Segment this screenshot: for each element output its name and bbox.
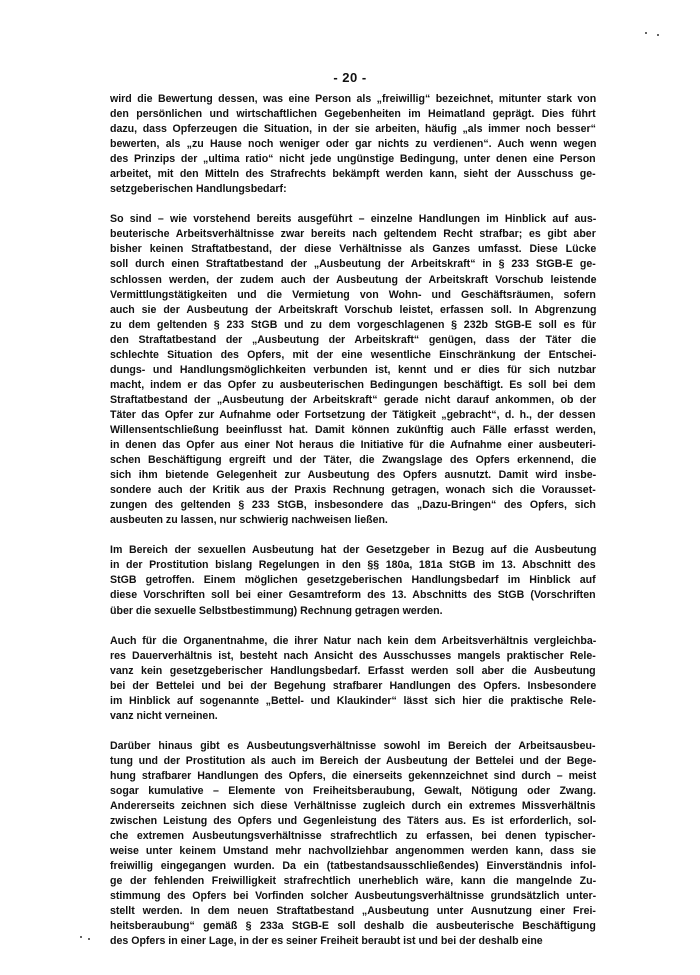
text-line: weise unter keinem Umstand mehr nachvollziehbar angenommen werden kann, dass sie <box>110 845 597 858</box>
text-line: Darüber hinaus gibt es Ausbeutungsverhältnisse sowohl im Bereich der Arbeitsausbeu- <box>110 739 596 752</box>
text-line: bewerten, als „zu Hause noch weniger oder gar nichts zu verdienen“. Auch wenn wegen <box>110 138 597 151</box>
text-line: StGB getroffen. Einem möglichen gesetzgeberischen Handlungsbedarf im Hinblick auf <box>110 574 596 587</box>
text-line: dazu, dass Opferzeugen die Situation, in der sie arbeiten, häufig „als immer noch besser“ <box>110 123 596 136</box>
text-line: che extremen Ausbeutungsverhältnisse strafrechtlich zu erfassen, bei denen typischer- <box>110 830 596 843</box>
text-line: macht, indem er das Opfer zu ausbeuterischen Bedingungen beschäftigt. Es soll bei dem <box>110 378 596 391</box>
text-line: des Opfers in einer Lage, in der es seiner Freiheit beraubt ist und bei der deshalb eine <box>110 935 543 948</box>
text-line: res Dauerverhältnis ist, besteht nach Ansicht des Ausschusses mangels praktischer Rele- <box>110 649 596 662</box>
text-line: vanz nicht verneinen. <box>110 709 218 722</box>
text-line: bei der Bettelei und bei der Begehung strafbarer Handlungen des Opfers. Insbesondere <box>110 679 597 692</box>
scan-speck <box>657 34 659 36</box>
text-line: ausbeuten zu lassen, nur schwierig nachweisen ließen. <box>110 514 388 527</box>
page-number: - 20 - <box>333 70 367 85</box>
text-line: arbeitet, mit den Mitteln des Strafrechts bekämpft werden kann, sieht der Ausschuss ge- <box>110 168 596 181</box>
text-line: Willensentschließung beeinflusst hat. Damit können zukünftig auch Fälle erfasst werden, <box>110 423 596 436</box>
text-line: sogar kumulative – Elemente von Freiheitsberaubung, Gewalt, Nötigung oder Zwang. <box>110 784 596 797</box>
text-line: in der Prostitution bislang Regelungen in den §§ 180a, 181a StGB im 13. Abschnitt des <box>110 559 596 572</box>
paragraph <box>110 634 596 724</box>
text-line: den Straftatbestand der „Ausbeutung der Arbeitskraft“ genügen, dass der Täter die <box>110 333 597 346</box>
text-line: im Hinblick auf sogenannte „Bettel- und Klaukinder“ lässt sich hier die praktische Rele- <box>110 694 596 707</box>
paragraph <box>110 543 596 618</box>
text-line: setzgeberischen Handlungsbedarf: <box>110 183 287 196</box>
text-line: beuterische Arbeitsverhältnisse zwar bereits nach geltendem Recht strafbar; es gibt aber <box>110 228 596 241</box>
body-text <box>110 92 596 964</box>
text-line: stimmung des Opfers bei Vorfinden solcher Ausbeutungsverhältnisse grundsätzlich unter- <box>110 890 597 903</box>
text-line: wird die Bewertung dessen, was eine Person als „freiwillig“ bezeichnet, mitunter stark von <box>110 93 597 105</box>
scan-speck <box>80 936 82 938</box>
paragraph <box>110 739 596 950</box>
text-line: schlechte Situation des Opfers, mit der eine wesentliche Einschränkung der Entschei- <box>110 348 597 361</box>
text-line: hung strafbarer Handlungen des Opfers, die einerseits gekennzeichnet sind durch – meist <box>110 769 597 782</box>
text-line: schen Beschäftigung ergreift und der Täter, die Zwangslage des Opfers erkennend, die <box>110 454 597 467</box>
text-line: Andererseits zeichnen sich diese Verhältnisse zugleich durch ein extremes Missverhältnis <box>110 800 596 813</box>
text-line: auch sie der Ausbeutung der Arbeitskraft Vorschub leistet, erfassen soll. In Abgrenzung <box>110 303 597 316</box>
text-line: dungs- und Handlungsmöglichkeiten verbunden ist, kennt und er dies für sich nutzbar <box>110 363 596 376</box>
text-line: vanz kein gesetzgeberischer Handlungsbedarf. Erfasst werden soll aber die Ausbeutung <box>110 664 596 677</box>
text-line: sondere auch der Kritik aus der Praxis Rechnung getragen, wonach sich die Vorausset- <box>110 484 596 497</box>
text-line: über die sexuelle Selbstbestimmung) Rechnung getragen werden. <box>110 604 443 617</box>
paragraph <box>110 212 596 528</box>
text-line: freiwillig eingegangen wurden. Da ein (tatbestandsausschließendes) Einverständnis infol- <box>110 860 597 873</box>
text-line: So sind – wie vorstehend bereits ausgeführt – einzelne Handlungen im Hinblick auf aus- <box>110 213 597 226</box>
text-line: zungen des geltenden § 233 StGB, insbesondere das „Dazu-Bringen“ des Opfers, sich <box>110 499 596 512</box>
text-line: heitsberaubung“ gemäß § 233a StGB-E soll deshalb die ausbeuterische Beschäftigung <box>110 920 596 933</box>
text-line: Täter das Opfer zur Aufnahme oder Fortsetzung der Tätigkeit „gebracht“, d. h., der dessen <box>110 408 596 421</box>
scan-speck <box>645 32 647 34</box>
text-line: zu dem geltenden § 233 StGB und zu dem vorgeschlagenen § 232b StGB-E soll es für <box>110 318 597 331</box>
text-line: zwischen Leistung des Opfers und Gegenleistung des Täters aus. Es ist erforderlich, sol- <box>110 815 597 828</box>
text-line: sich ihm bietende Gelegenheit zur Ausbeutung des Opfers ausnutzt. Damit wird insbe- <box>110 469 597 482</box>
text-line: diese Vorschriften soll bei einer Gesamtreform des 13. Abschnitts des StGB (Vorschriften <box>110 589 596 602</box>
text-line: Straftatbestand der „Ausbeutung der Arbeitskraft“ gerade nicht darauf ankommen, ob der <box>110 393 597 406</box>
text-line: Im Bereich der sexuellen Ausbeutung hat der Gesetzgeber in Bezug auf die Ausbeutung <box>110 544 597 557</box>
text-line: den persönlichen und wirtschaftlichen Gegebenheiten im Heimatland geprägt. Dies führt <box>110 108 596 121</box>
text-line: bisher keinen Straftatbestand, der diese Verhältnisse als Ganzes umfasst. Diese Lücke <box>110 243 597 256</box>
text-line: Vermittlungstätigkeiten und die Vermietung von Wohn- und Geschäftsräumen, sofern <box>110 288 596 301</box>
scan-speck <box>88 938 90 940</box>
paragraph <box>110 92 596 197</box>
text-line: in denen das Opfer aus einer Not heraus die Initiative für die Aufnahme einer ausbeuteri- <box>110 439 596 452</box>
text-line: ge der fehlenden Freiwilligkeit strafrechtlich unerheblich wäre, kann die mangelnde Zu- <box>110 875 597 888</box>
text-line: Auch für die Organentnahme, die ihrer Natur nach kein dem Arbeitsverhältnis vergleichba- <box>110 634 597 647</box>
text-line: soll durch einen Straftatbestand der „Ausbeutung der Arbeitskraft“ in § 233 StGB-E ge- <box>110 258 596 271</box>
text-line: stellt werden. In dem neuen Straftatbestand „Ausbeutung unter Ausnutzung einer Frei- <box>110 905 596 918</box>
text-line: tung und der Prostitution als auch im Bereich der Ausbeutung der Bettelei und der Bege- <box>110 754 597 767</box>
text-line: des Prinzips der „ultima ratio“ nicht jede ungünstige Bedingung, unter denen eine Person <box>110 153 596 166</box>
text-line: schlossen werden, der zudem auch der Ausbeutung der Arbeitskraft Vorschub leistende <box>110 273 597 286</box>
